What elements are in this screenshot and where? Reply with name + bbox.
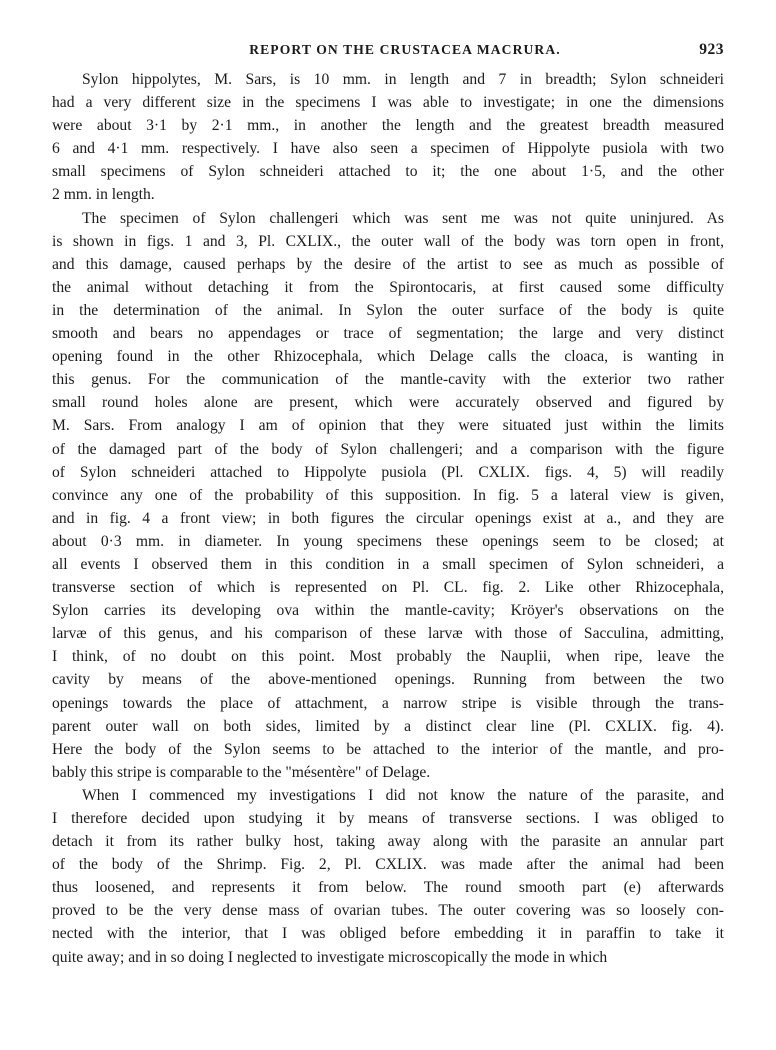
text-line: and in fig. 4 a front view; in both figures the circular openings exist at a., and they are <box>52 509 724 527</box>
body-text <box>52 68 724 969</box>
paragraph <box>52 207 724 784</box>
text-line: convince any one of the probability of this supposition. In fig. 5 a lateral view is given, <box>52 486 724 504</box>
text-line: of the body of the Shrimp. Fig. 2, Pl. CXLIX. was made after the animal had been <box>52 856 724 874</box>
text-line: of Sylon schneideri attached to Hippolyte pusiola (Pl. CXLIX. figs. 4, 5) will readily <box>52 463 724 481</box>
text-line: Here the body of the Sylon seems to be attached to the interior of the mantle, and pro- <box>52 740 724 758</box>
text-line: opening found in the other Rhizocephala, which Delage calls the cloaca, is wanting in <box>52 348 724 366</box>
text-line: proved to be the very dense mass of ovarian tubes. The outer covering was so loosely con- <box>52 902 724 920</box>
running-head-title: REPORT ON THE CRUSTACEA MACRURA. <box>249 42 561 57</box>
text-line: bably this stripe is comparable to the "mésentère" of Delage. <box>52 763 431 781</box>
text-line: this genus. For the communication of the mantle-cavity with the exterior two rather <box>52 371 724 389</box>
text-line: in the determination of the animal. In Sylon the outer surface of the body is quite <box>52 301 724 319</box>
text-line: were about 3·1 by 2·1 mm., in another the length and the greatest breadth measured <box>52 117 724 135</box>
text-line: thus loosened, and represents it from below. The round smooth part (e) afterwards <box>52 879 724 897</box>
text-line: Sylon carries its developing ova within the mantle-cavity; Kröyer's observations on the <box>52 602 724 620</box>
text-line: M. Sars. From analogy I am of opinion that they were situated just within the limits <box>52 417 724 435</box>
text-line: nected with the interior, that I was obliged before embedding it in paraffin to take it <box>52 925 724 943</box>
text-line: parent outer wall on both sides, limited by a distinct clear line (Pl. CXLIX. fig. 4). <box>52 717 724 735</box>
text-line: 6 and 4·1 mm. respectively. I have also seen a specimen of Hippolyte pusiola with two <box>52 140 724 158</box>
text-line: I therefore decided upon studying it by means of transverse sections. I was obliged to <box>52 810 724 827</box>
text-line: The specimen of Sylon challengeri which was sent me was not quite uninjured. As <box>82 209 724 227</box>
page-number: 923 <box>699 41 724 58</box>
text-line: cavity by means of the above-mentioned openings. Running from between the two <box>52 671 724 689</box>
text-line: is shown in figs. 1 and 3, Pl. CXLIX., the outer wall of the body was torn open in front, <box>52 232 724 250</box>
running-head <box>52 42 724 68</box>
text-line: small specimens of Sylon schneideri attached to it; the one about 1·5, and the other <box>52 163 724 181</box>
text-line: the animal without detaching it from the Spirontocaris, at first caused some difficulty <box>52 278 724 296</box>
text-line: Sylon hippolytes, M. Sars, is 10 mm. in length and 7 in breadth; Sylon schneideri <box>82 71 724 88</box>
text-line: transverse section of which is represented on Pl. CL. fig. 2. Like other Rhizocephala, <box>52 579 724 597</box>
text-line: quite away; and in so doing I neglected to investigate microscopically the mode in which <box>52 948 608 966</box>
text-line: openings towards the place of attachment, a narrow stripe is visible through the trans- <box>52 694 724 712</box>
text-line: smooth and bears no appendages or trace of segmentation; the large and very distinct <box>52 325 724 343</box>
text-line: about 0·3 mm. in diameter. In young specimens these openings seem to be closed; at <box>52 532 724 550</box>
text-line: of the damaged part of the body of Sylon challengeri; and a comparison with the figure <box>52 440 724 458</box>
text-line: larvæ of this genus, and his comparison of these larvæ with those of Sacculina, admitting, <box>52 625 724 643</box>
paragraph <box>52 784 724 969</box>
text-line: all events I observed them in this condition in a small specimen of Sylon schneideri, a <box>52 555 724 573</box>
text-line: When I commenced my investigations I did not know the nature of the parasite, and <box>82 786 724 804</box>
text-line: detach it from its rather bulky host, taking away along with the parasite an annular part <box>52 833 724 851</box>
paragraph <box>52 68 724 207</box>
text-line: and this damage, caused perhaps by the desire of the artist to see as much as possible of <box>52 255 724 273</box>
text-line: 2 mm. in length. <box>52 186 155 204</box>
text-line: I think, of no doubt on this point. Most probably the Nauplii, when ripe, leave the <box>52 648 724 666</box>
text-line: small round holes alone are present, which were accurately observed and figured by <box>52 394 724 412</box>
text-line: had a very different size in the specimens I was able to investigate; in one the dimensions <box>52 94 724 112</box>
page <box>52 42 724 969</box>
